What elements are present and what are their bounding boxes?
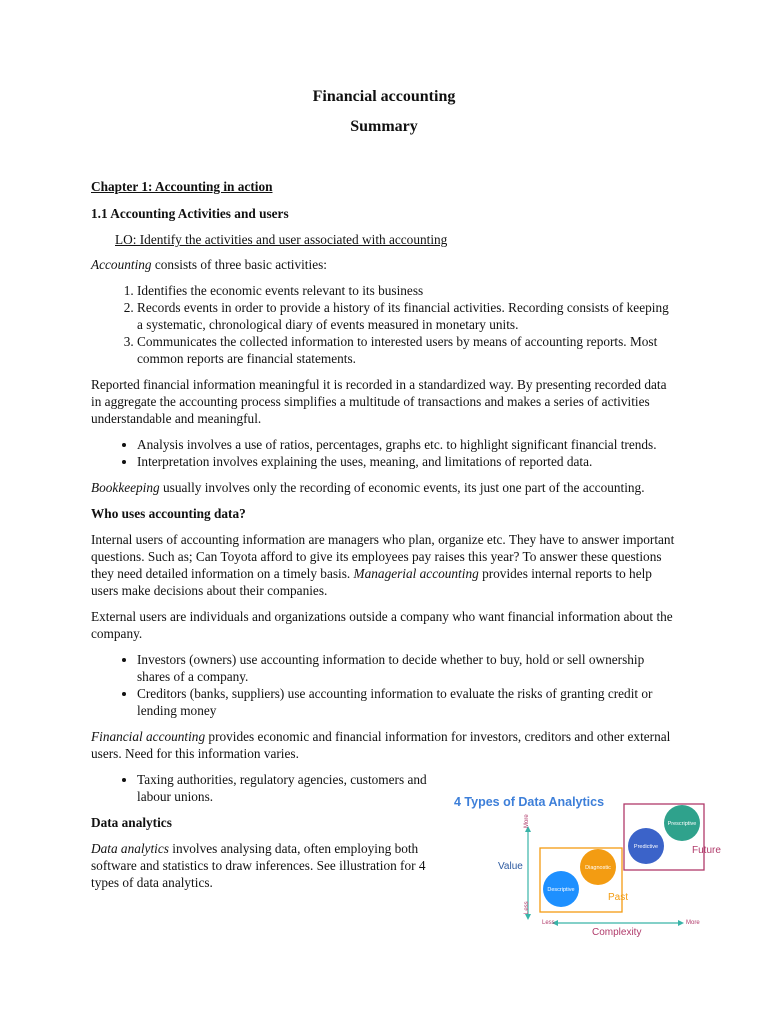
list-item: • Creditors (banks, suppliers) use accounting information to evaluate the risks of granting credit or lending money xyxy=(137,685,676,719)
diagnostic-label: Diagnostic xyxy=(585,865,611,871)
descriptive-label: Descriptive xyxy=(547,887,575,893)
y-more-label: More xyxy=(524,814,530,828)
reported-paragraph: Reported financial information meaningful it is recorded in a standardized way. By presenting recorded data in aggregate the accounting process simplifies a multitude of transactions and makes a series of activities understandable and meaningful. xyxy=(91,377,667,426)
financial-accounting-term: Financial accounting xyxy=(91,729,206,744)
external-users-paragraph: External users are individuals and organizations outside a company who want financial information about the company. xyxy=(91,609,673,641)
who-uses-heading: Who uses accounting data? xyxy=(91,506,246,521)
x-less-label: Less xyxy=(542,920,555,926)
past-label: Past xyxy=(608,892,629,903)
complexity-label: Complexity xyxy=(592,927,642,938)
accounting-intro xyxy=(91,256,676,273)
internal-text-a: Internal users of accounting information are managers who plan, organize etc. They have to answer important questions. Such as; Can Toyota afford to give its employees pay raises this year? To answer these questions they need detailed information on a timely basis. xyxy=(91,532,675,581)
y-less-label: Less xyxy=(524,901,530,914)
data-analytics-paragraph xyxy=(91,840,443,891)
other-users-list xyxy=(91,771,443,805)
analysis-list xyxy=(91,436,676,470)
managerial-accounting-term: Managerial accounting xyxy=(353,566,479,581)
accounting-term: Accounting xyxy=(91,257,152,272)
section-heading: 1.1 Accounting Activities and users xyxy=(91,206,289,221)
list-item: • Investors (owners) use accounting information to decide whether to buy, hold or sell ownership shares of a company. xyxy=(137,651,676,685)
list-item: 2. Records events in order to provide a history of its financial activities. Recording consists of keeping a systematic, chronological diary of events measured in monetary units. xyxy=(137,299,676,333)
doc-title: Financial accounting xyxy=(312,88,456,105)
list-item: • Taxing authorities, regulatory agencies, customers and labour unions. xyxy=(137,771,443,805)
list-item: 1. Identifies the economic events relevant to its business xyxy=(137,282,676,299)
x-axis-arrow-right xyxy=(678,920,684,926)
list-item: • Analysis involves a use of ratios, percentages, graphs etc. to highlight significant financial trends. xyxy=(137,436,676,453)
internal-text-b: provides internal reports to help users make decisions about their companies. xyxy=(91,566,652,598)
chapter-heading: Chapter 1: Accounting in action xyxy=(91,179,273,194)
predictive-label: Predictive xyxy=(633,844,659,850)
data-analytics-term: Data analytics xyxy=(91,841,169,856)
data-analytics-figure xyxy=(448,790,728,940)
learning-objective: LO: Identify the activities and user associated with accounting xyxy=(115,232,448,247)
value-label: Value xyxy=(498,861,523,872)
internal-users-paragraph xyxy=(91,531,676,599)
list-item: 3. Communicates the collected information to interested users by means of accounting reports. Most common reports are financial statements. xyxy=(137,333,676,367)
bookkeeping-term: Bookkeeping xyxy=(91,480,160,495)
data-analytics-heading: Data analytics xyxy=(91,815,172,830)
bookkeeping-paragraph xyxy=(91,479,676,496)
figure-title: 4 Types of Data Analytics xyxy=(454,795,605,809)
activities-list xyxy=(91,282,676,367)
list-item: • Interpretation involves explaining the uses, meaning, and limitations of reported data. xyxy=(137,453,676,470)
accounting-intro-text: consists of three basic activities: xyxy=(151,257,327,272)
financial-accounting-text: provides economic and financial information for investors, creditors and other external users. Need for this information varies. xyxy=(91,729,671,761)
future-label: Future xyxy=(692,845,721,856)
financial-accounting-paragraph xyxy=(91,728,676,762)
data-analytics-text: involves analysing data, often employing both software and statistics to draw inferences. See illustration for 4 types of data analytics. xyxy=(91,841,426,890)
external-users-list xyxy=(91,651,676,719)
x-more-label: More xyxy=(686,920,700,926)
prescriptive-label: Prescriptive xyxy=(667,821,697,827)
bookkeeping-text: usually involves only the recording of economic events, its just one part of the accounting. xyxy=(159,480,645,495)
doc-subtitle: Summary xyxy=(350,118,418,135)
